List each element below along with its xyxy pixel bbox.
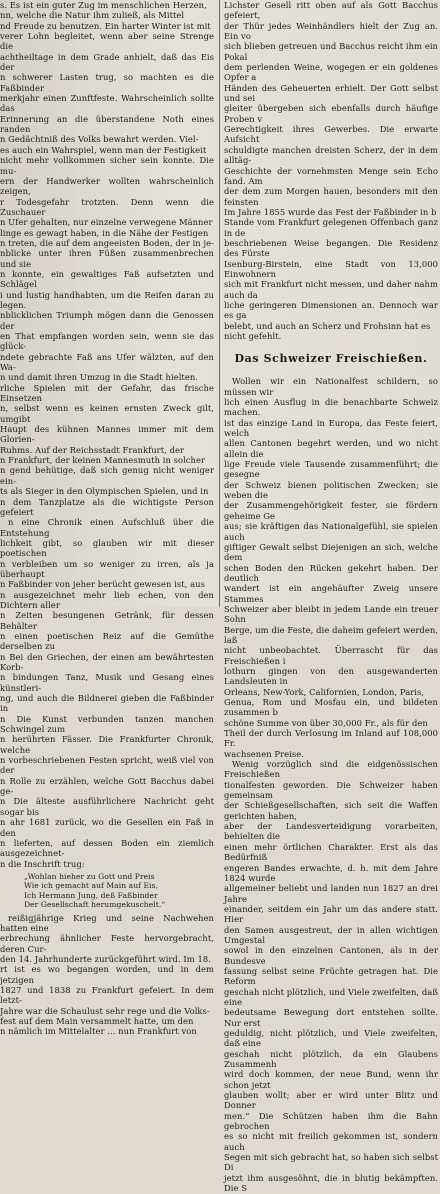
text-line: der dem zum Morgen hauen, besonders mit den feinsten (224, 186, 438, 207)
text-line: nicht unbeobachtet. Überrascht für das Freischießen i (224, 645, 438, 666)
text-line: n Die älteste ausführlichere Nachricht geht sogar bis (0, 796, 214, 817)
text-line: n Rolle zu erzählen, welche Gott Bacchus dabei ge- (0, 775, 214, 797)
text-line: sich mit Frankfurt nicht messen, und daher nahm auch da (224, 279, 438, 300)
text-line: n verbleiben um so weniger zu irren, als ja überhaupt (0, 558, 214, 579)
text-line: geschah nicht plötzlich, da ein Glaubens Zusammenh (224, 1048, 438, 1070)
text-line: Der Gesellschaft herumgekuschelt.“ (24, 900, 166, 910)
text-line: nblicklichen Triumph mögen dann die Genossen der (0, 310, 214, 331)
text-line: wachsenen Preise. (224, 748, 304, 759)
text-line: 1827 und 1838 zu Frankfurt gefeiert. In dem letzt- (0, 984, 214, 1006)
text-line: n Bei den Griechen, der einen am bewährtesten Korb- (0, 651, 214, 672)
text-line: n nämlich im Mittelalter ... nun Frankfurt von (0, 1026, 197, 1037)
text-line: achtheiltage in dem Grade anhielt, daß das Eis der (0, 51, 214, 73)
text-line: Segen mit sich gebracht hat, so haben sich selbst Di (224, 1152, 438, 1173)
right-para-2 (224, 376, 438, 759)
text-line: ndete gebrachte Faß ans Ufer wälzten, auf den Wa- (0, 351, 214, 373)
text-line: fassung selbst seine Früchte getragen hat. Die Reform (224, 965, 438, 987)
text-line: linge es gewagt haben, in die Nähe der Festigen (0, 227, 209, 238)
text-line: lige Freude viele Tausende zusammenführt; die gesegne (224, 459, 438, 480)
text-line: tionalfesten geworden. Die Schweizer haben gemeinsam (224, 779, 438, 801)
text-line: n bindungen Tanz, Musik und Gesang eines künstleri- (0, 672, 214, 693)
column-divider (219, 0, 220, 607)
text-line: einen mehr örtlichen Charakter. Erst als das Bedürfniß (224, 841, 438, 863)
text-line: giftiger Gewalt selbst Diejenigen an sich, welche dem (224, 541, 438, 563)
text-line: belebt, und auch an Scherz und Frohsinn hat es (224, 320, 431, 331)
text-line: men.“ Die Schützen haben ihm die Bahn gebrochen (224, 1110, 438, 1132)
left-column (0, 0, 214, 1037)
left-para-3 (0, 913, 214, 1037)
right-para-1 (224, 0, 438, 341)
text-line: lich einen Ausflug in die benachbarte Schweiz machen. (224, 397, 438, 418)
text-line: liche geringeren Dimensionen an. Dennoch war es ga (224, 299, 438, 321)
text-line: Jahre war die Schaulust sehr rege und die Volks- (0, 1005, 210, 1016)
text-line: n konnte, ein gewaltiges Faß aufsetzten und Schlägel (0, 268, 214, 290)
text-line: s. Es ist ein guter Zug im menschlichen Herzen, (0, 0, 207, 10)
text-line: erbrechung ähnlicher Feste hervorgebracht, deren Cur- (0, 933, 214, 954)
text-line: Wollen wir ein Nationalfest schildern, so müssen wir (224, 376, 438, 397)
text-line: Erinnerung an die überstandene Noth eines randen (0, 113, 214, 135)
text-line: Haupt des kühnen Mannes immer mit dem Glorien- (0, 424, 214, 445)
text-line: nblicke unter ihren Füßen zusammenbrechen und sie (0, 248, 214, 269)
text-line: Berge, um die Feste, die daheim gefeiert werden, laß (224, 624, 438, 645)
text-line: sich blieben getreuen und Bacchus reicht ihm ein Pokal (224, 41, 438, 62)
text-line: i und lustig handhabten, um die Reifen daran zu legen. (0, 289, 214, 310)
right-para-3 (224, 759, 438, 1193)
text-line: rliche Spielen mit der Gefahr, das frische Einsetzen (0, 382, 214, 404)
text-line: Händen des Geheuerten erhielt. Der Gott selbst und sei (224, 82, 438, 104)
text-line: Theil der durch Verlosung im Inland auf 108,000 Fr. (224, 728, 438, 749)
text-line: Ich Hermann Jung, deß Faßbinder (24, 890, 158, 900)
text-line: verer Lohn begleitet, wenn aber seine Strenge die (0, 31, 214, 52)
text-line: n ausgezeichnet mehr lieb echen, von den Dichtern aller (0, 589, 214, 610)
text-line: geduldig, nicht plötzlich, und Viele zweifelten, daß eine (224, 1028, 438, 1049)
text-line: wird doch kommen, der neue Bund, wenn ihr schon jetzt (224, 1069, 438, 1090)
text-line: den 14. Jahrhunderte zurückgeführt wird. Im 18. (0, 953, 211, 964)
text-line: nicht gefehlt. (224, 331, 282, 341)
text-line: Wenig vorzüglich sind die eidgenössischen Freischießen (224, 759, 438, 780)
text-line: n Gedächtniß des Volks bewahrt werden. Viel- (0, 134, 199, 145)
text-line: es so nicht mit freilich gekommen ist, sondern auch (224, 1131, 438, 1152)
text-line: Lichster Gesell ritt oben auf als Gott Bacchus gefeiert, (224, 0, 438, 21)
text-line: n Zeiten besungenen Getränk, für dessen Behälter (0, 610, 214, 631)
text-line: n gend behütige, daß sich genug nicht weniger ein- (0, 465, 214, 486)
text-line: lichkeit gibt, so glauben wir mit dieser poetischen (0, 537, 214, 559)
text-line: fest auf dem Main versammelt hatte, um den (0, 1015, 194, 1026)
text-line: glauben wollt; aber er wird unter Blitz und Donner (224, 1090, 438, 1111)
text-line: nicht mehr vollkommen sicher sein konnte. Die mu- (0, 155, 214, 176)
text-line: n ahr 1681 zurück, wo die Gesellen ein Faß in den (0, 817, 214, 838)
text-line: beschriebenen Weise begangen. Die Residenz des Fürste (224, 237, 438, 259)
text-line: gleiter übergeben sich ebenfalls durch häufige Proben v (224, 103, 438, 124)
text-line: dem perlenden Weine, wogegen er ein goldenes Opfer a (224, 62, 438, 83)
text-line: geschah nicht plötzlich, und Viele zweifelten, daß eine (224, 986, 438, 1007)
text-line: n die Inschrift trug: (0, 858, 85, 869)
text-line: Wie ich gemacht auf Main auf Eis, (24, 881, 158, 891)
text-line: merkjahr einen Zunftfeste. Wahrscheinlich sollte das (0, 93, 214, 114)
text-line: n Faßbinder von jeher berücht gewesen ist, aus (0, 579, 205, 590)
text-line: jetzt ihm ausgesöhnt, die in blutig bekämpften. Die S (224, 1172, 438, 1194)
text-line: lothurn gingen von den ausgewanderten Landsleuten in (224, 665, 438, 687)
text-line: n, selbst wenn es keinen ernsten Zweck gilt, umgibt (0, 403, 214, 424)
text-line: Orleans, New-York, Californien, London, Paris, (224, 686, 425, 697)
text-line: der Schießgesellschaften, sich seit die Waffen gerichten haben, (224, 800, 438, 821)
text-line: ng, und auch die Bildnerei gieben die Faßbinder in (0, 693, 214, 714)
text-line: einander, seitdem ein Jahr um das andere statt. Hier (224, 903, 438, 925)
text-line: bedeutsame Bewegung dort entstehen sollte. Nur erst (224, 1007, 438, 1028)
text-line: allgemeiner beliebt und landen nun 1827 an drei Jahre (224, 883, 438, 904)
text-line: aus; sie kräftigen das Nationalgefühl, sie spielen auch (224, 521, 438, 542)
text-line: Gerechtigkeit ihres Gewerbes. Die erwarte Aufsicht (224, 124, 438, 145)
text-line: n herührten Fässer. Die Frankfurter Chronik, welche (0, 734, 214, 755)
text-line: „Wohlan hieher zu Gott und Preis (24, 871, 155, 881)
text-line: allen Cantonen begehrt werden, und wo nicht allein die (224, 438, 438, 459)
text-line: aber der Landesverteidigung vorarbeiten, behielten die (224, 821, 438, 842)
text-line: n einen poetischen Reiz auf die Gemüthe derselben zu (0, 630, 214, 652)
text-line: ist das einzige Land in Europa, das Feste feiert, welch (224, 417, 438, 439)
text-line: ts als Sieger in den Olympischen Spielen, und in (0, 486, 209, 497)
text-line: n Frankfurt, der keinen Mannesmuth in solcher (0, 455, 206, 466)
text-line: Im Jahre 1855 wurde das Fest der Faßbinder in b (224, 206, 437, 217)
text-line: r Todesgefahr trotzten. Denn wenn die Zuschauer (0, 196, 214, 217)
text-line: n dem Tanzplatze als die wichtigste Person gefeiert (0, 496, 214, 517)
text-line: Geschichte der vornehmsten Menge sein Echo fand. Am (224, 165, 438, 186)
text-line: n eine Chronik einen Aufschluß über die Entstehung (0, 517, 214, 538)
text-line: reißigjährige Krieg und seine Nachwehen hatten eine (0, 912, 214, 933)
text-line: n Ufer gehalten, nur einzelne verwegene Männer (0, 217, 213, 228)
text-line: Schweizer aber bleibt in jedem Lande ein treuer Sohn (224, 603, 438, 625)
text-line: wandert ist ein angehäufter Zweig unsere Stammes (224, 583, 438, 604)
text-line: Ruhms. Auf der Reichsstadt Frankfurt, der (0, 444, 185, 455)
text-line: n treten, die auf dem angeeisten Boden, der in je- (0, 237, 214, 248)
text-line: n lieferten, auf dessen Boden ein ziemlich ausgezeichnet- (0, 837, 214, 859)
text-line: n Die Kunst verbunden tanzen manchen Schwingel zum (0, 713, 214, 735)
text-line: schuldigte manchen dreisten Scherz, der in dem alltäg- (224, 144, 438, 166)
text-line: nd Freude zu benutzen. Ein harter Winter ist mit (0, 20, 211, 31)
text-line: n und damit ihren Umzug in die Stadt hielten. (0, 372, 198, 383)
text-line: schöne Summe von über 30,000 Fr., als für den (224, 717, 428, 728)
right-column (224, 0, 438, 1194)
text-line: schen Boden den Rücken gekehrt haben. Der deutlich (224, 562, 438, 583)
text-line: der Schweiz bienen politischen Zwecken; sie weben die (224, 479, 438, 501)
text-line: Stande vom Frankfurt gelegenen Offenbach ganz in de (224, 217, 438, 238)
text-line: der Thür jedes Weinhändlers hielt der Zug an. Ein vo (224, 20, 438, 42)
section-heading: Das Schweizer Freischießen. (234, 352, 428, 366)
verse-inscription (24, 872, 214, 910)
text-line: sowol in den einzelnen Cantonen, als in der Bundesve (224, 945, 438, 966)
text-line: en That empfangen worden sein, wenn sie das glück- (0, 331, 214, 352)
text-line: Isenburg-Birstein, eine Stadt von 13,000 Einwohnern (224, 258, 438, 279)
text-line: n schwerer Lasten trug, so machten es die Faßbinder (0, 72, 214, 93)
text-line: ern der Handwerker wollten wahrscheinlich zeigen, (0, 175, 214, 197)
text-line: n vorbeschriebenen Festen spricht, weiß viel von der (0, 755, 214, 776)
text-line: Genua, Rom und Mosfau ein, und bildeten zusammen b (224, 697, 438, 718)
text-line: engeren Bandes erwachte, d. h. mit dem Jahre 1824 wurde (224, 862, 438, 883)
text-line: der Zusammengehörigkeit fester, sie fördern geheime Ge (224, 500, 438, 521)
text-line: den Samen ausgestreut, der in allen wichtigen Umgestal (224, 924, 438, 945)
text-line: es auch ein Wahrspiel, wenn man der Festigkeit (0, 144, 207, 155)
text-line: nn, welche die Natur ihm zuließ, als Mittel (0, 10, 185, 21)
text-line: rt ist es wo begangen worden, und in dem jetzigen (0, 964, 214, 985)
left-para-2 (0, 517, 214, 869)
left-para-1 (0, 0, 214, 517)
